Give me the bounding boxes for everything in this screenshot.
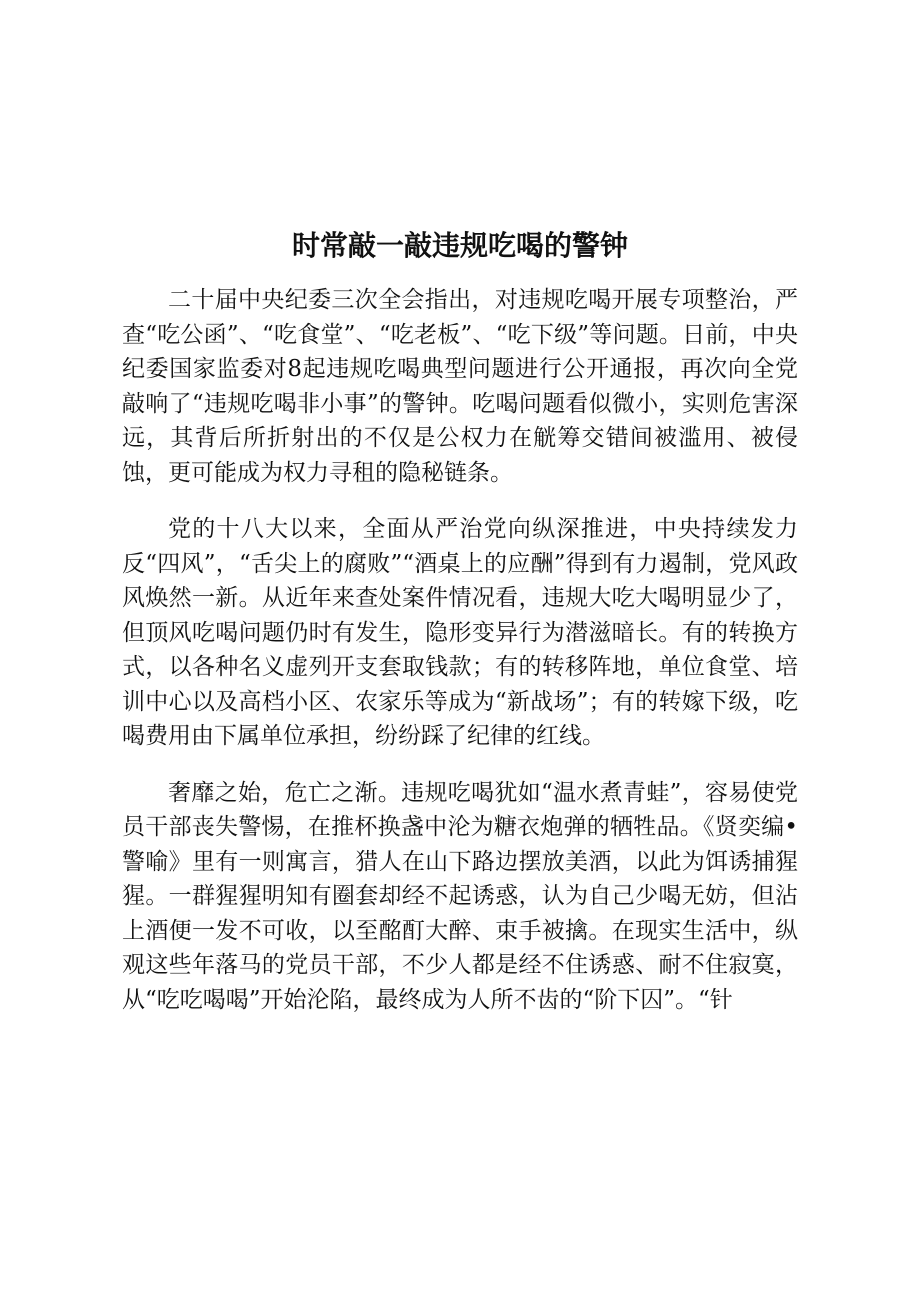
paragraph-1: 二十届中央纪委三次全会指出，对违规吃喝开展专项整治，严查“吃公函”、“吃食堂”、“吃老板”、“吃下级”等问题。日前，中央纪委国家监委对8起违规吃喝典型问题进行公开通报，再次向全党敲响了“违规吃喝非小事”的警钟。吃喝问题看似微小，实则危害深远，其背后所折射出的不仅是公权力在觥筹交错间被滥用、被侵蚀，更可能成为权力寻租的隐秘链条。 [122,287,798,486]
document-body [122,283,798,1039]
document-title: 时常敲一敲违规吃喝的警钟 [291,229,628,262]
paragraph-2: 党的十八大以来，全面从严治党向纵深推进，中央持续发力反“四风”，“舌尖上的腐败”“酒桌上的应酬”得到有力遏制，党风政风焕然一新。从近年来查处案件情况看，违规大吃大喝明显少了，但顶风吃喝问题仍时有发生，隐形变异行为潜滋暗长。有的转换方式，以各种名义虚列开支套取钱款；有的转移阵地，单位食堂、培训中心以及高档小区、农家乐等成为“新战场”；有的转嫁下级，吃喝费用由下属单位承担，纷纷踩了纪律的红线。 [122,516,798,749]
paragraph-3: 奢靡之始，危亡之渐。违规吃喝犹如“温水煮青蛙”，容易使党员干部丧失警惕，在推杯换盏中沦为糖衣炮弹的牺牲品。《贤奕编•警喻》里有一则寓言，猎人在山下路边摆放美酒，以此为饵诱捕猩猩。一群猩猩明知有圈套却经不起诱惑，认为自己少喝无妨，但沾上酒便一发不可收，以至酩酊大醉、束手被擒。在现实生活中，纵观这些年落马的党员干部，不少人都是经不住诱惑、耐不住寂寞，从“吃吃喝喝”开始沦陷，最终成为人所不齿的“阶下囚”。“针 [122,779,798,1013]
